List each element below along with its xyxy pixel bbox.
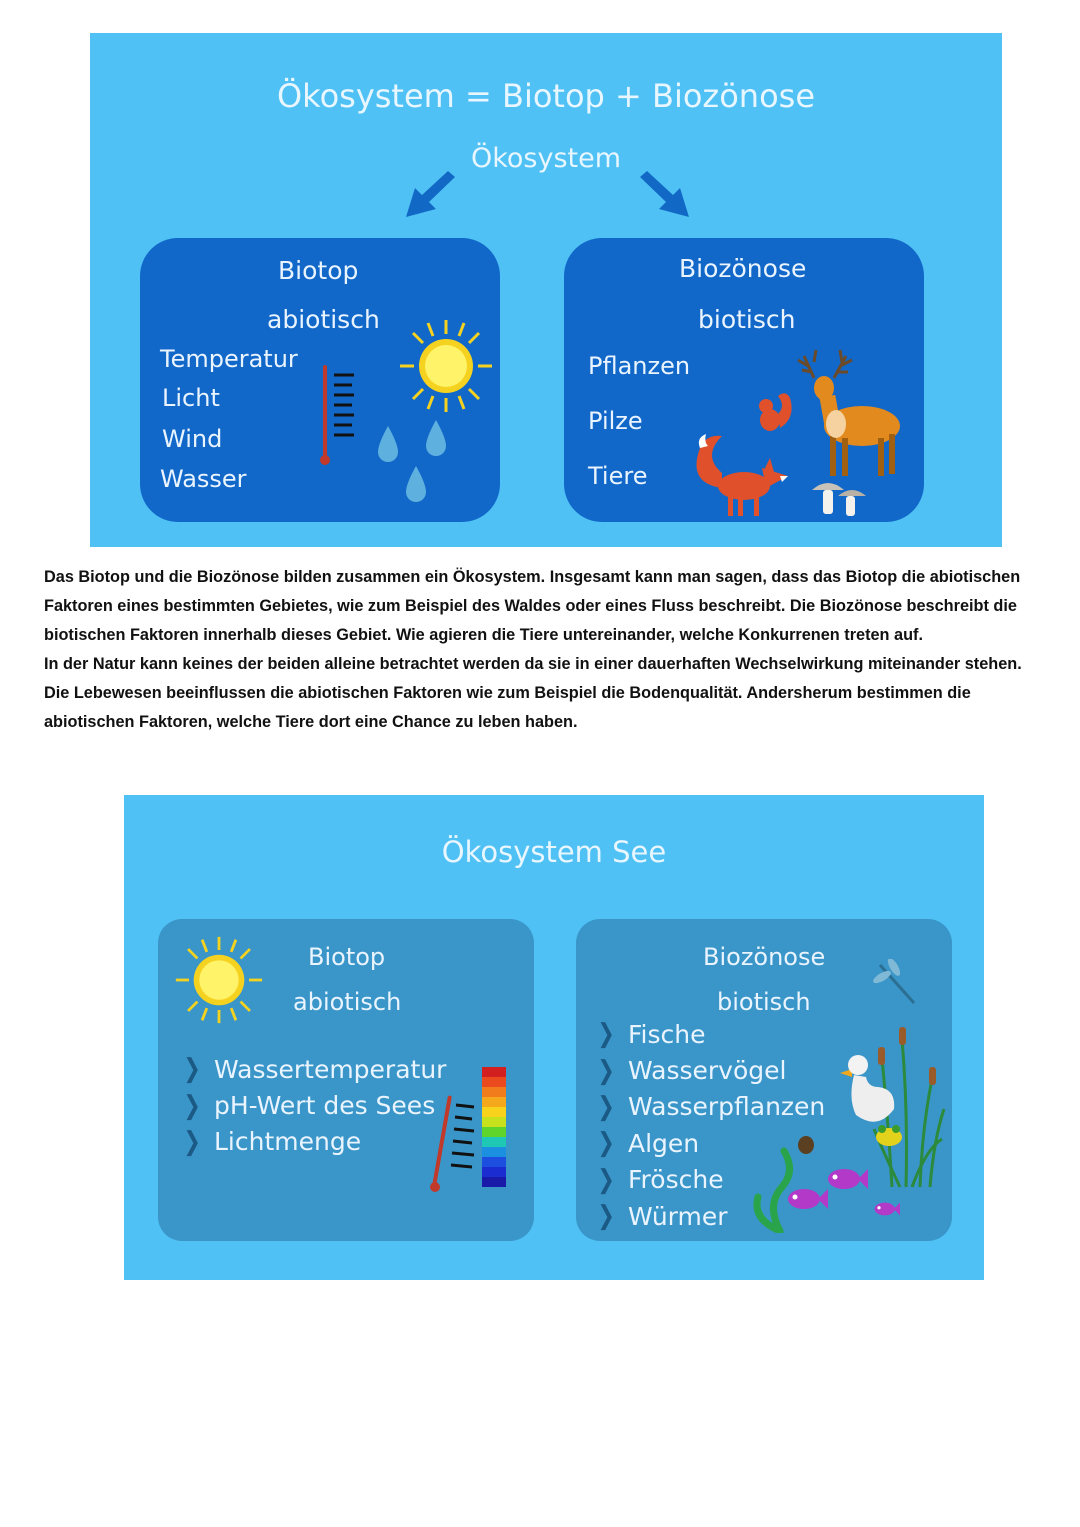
biotop-box [158,919,534,1241]
biozoenose-type: biotisch [717,988,811,1016]
biotop-type: abiotisch [267,305,380,334]
list-item: ❯ Lichtmenge [183,1126,362,1157]
lake-ecosystem-diagram [124,795,984,1280]
list-item: ❯ Würmer [597,1201,728,1232]
fish-icon [824,1165,868,1193]
list-item: ❯ Wassertemperatur [183,1054,447,1085]
factor-item: Temperatur [160,345,298,373]
fish-icon [872,1199,900,1219]
factor-item: Wind [162,425,223,453]
paragraph-1: Das Biotop und die Biozönose bilden zusammen ein Ökosystem. Insgesamt kann man sagen, dass das Biotop die abiotischen Faktoren eines bestimmten Gebietes, wie zum Beispiel des Waldes oder eines Fluss beschreibt. Die Biozönose beschreibt die biotischen Faktoren innerhalb dieses Gebiet. Wie agieren die Tiere untereinander, welche Konkurrenen treten auf. [44,568,1021,644]
list-item: ❯ Wasserpflanzen [597,1091,826,1122]
factor-list [180,1051,446,1160]
factor-item: Licht [162,384,220,412]
factor-item: Tiere [588,462,648,490]
chevron-right-icon: ❯ [597,1055,615,1086]
sun-icon [398,318,494,414]
chevron-right-icon: ❯ [597,1164,615,1195]
seaweed-icon [746,1135,826,1233]
arrow-down-right-icon [635,171,695,221]
list-item: ❯ pH-Wert des Sees [183,1090,436,1121]
list-item: ❯ Algen [597,1128,700,1159]
chevron-right-icon: ❯ [597,1091,615,1122]
chevron-right-icon: ❯ [183,1126,201,1157]
sun-icon [174,935,264,1025]
biotop-heading: Biotop [308,943,386,971]
factor-item: Pflanzen [588,352,691,380]
diagram-title: Ökosystem = Biotop + Biozönose [276,77,816,115]
factor-item: Pilze [588,407,643,435]
duck-icon [838,1049,898,1131]
mushroom-icon [808,476,868,522]
description-text [44,563,1044,737]
fox-icon [692,428,792,520]
chevron-right-icon: ❯ [597,1201,615,1232]
diagram-title: Ökosystem See [441,835,667,869]
biozoenose-heading: Biozönose [679,254,807,283]
list-item: ❯ Frösche [597,1164,724,1195]
biotop-heading: Biotop [278,256,359,285]
biotop-box [140,238,500,522]
water-drops-icon [370,418,460,518]
chevron-right-icon: ❯ [597,1128,615,1159]
thermometer-scale-icon [430,1065,510,1197]
thermometer-icon [318,363,358,468]
chevron-right-icon: ❯ [597,1019,615,1050]
biozoenose-type: biotisch [698,305,796,334]
deer-icon [794,346,904,481]
biozoenose-box [564,238,924,522]
fish-icon [784,1185,828,1213]
biozoenose-heading: Biozönose [703,943,826,971]
biotop-type: abiotisch [293,988,402,1016]
chevron-right-icon: ❯ [183,1090,201,1121]
ecosystem-diagram [90,33,1002,547]
diagram-subtitle: Ökosystem [470,143,622,174]
biozoenose-box [576,919,952,1241]
arrow-down-left-icon [400,171,460,221]
factor-item: Wasser [160,465,247,493]
list-item: ❯ Wasservögel [597,1055,787,1086]
paragraph-2: In der Natur kann keines der beiden alleine betrachtet werden da sie in einer dauerhaften Wechselwirkung miteinander stehen. Die Lebewesen beeinflussen die abiotischen Faktoren wie zum Beispiel die Bodenqualität. Andersherum bestimmen die abiotischen Faktoren, welche Tiere dort eine Chance zu leben haben. [44,655,1022,731]
frog-icon [872,1121,906,1149]
list-item: ❯ Fische [597,1019,706,1050]
chevron-right-icon: ❯ [183,1054,201,1085]
